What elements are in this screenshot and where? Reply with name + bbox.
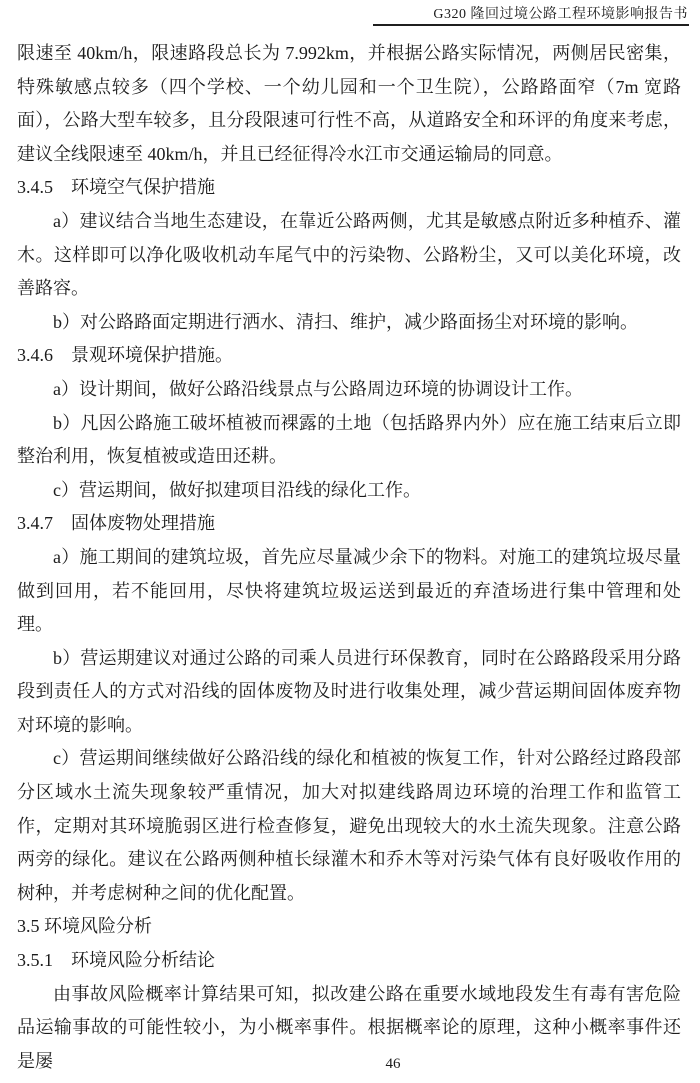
paragraph-3-5-1: 由事故风险概率计算结果可知，拟改建公路在重要水域地段发生有毒有害危险品运输事故的可能性较小，为小概率事件。根据概率论的原理，这种小概率事件还是屡 <box>17 983 681 1071</box>
section-heading-3-4-7: 3.4.7 固体废物处理措施 <box>17 513 215 534</box>
paragraph-3-4-7-c: c）营运期间继续做好公路沿线的绿化和植被的恢复工作，针对公路经过路段部分区域水土流失现象较严重情况，加大对拟建线路周边环境的治理工作和监管工作，定期对其环境脆弱区进行检查修复，避免出现较大的水土流失现象。注意公路两旁的绿化。建议在公路两侧种植长绿灌木和乔木等对污染气体有良好吸收作用的树种，并考虑树种之间的优化配置。 <box>17 748 681 903</box>
paragraph-3-4-7-b: b）营运期建议对通过公路的司乘人员进行环保教育，同时在公路路段采用分路段到责任人的方式对沿线的固体废物及时进行收集处理，减少营运期间固体废弃物对环境的影响。 <box>17 647 681 735</box>
paragraph-3-4-6-c: c）营运期间，做好拟建项目沿线的绿化工作。 <box>53 479 421 500</box>
page-number: 46 <box>385 1056 401 1072</box>
header-rule <box>373 24 689 26</box>
paragraph-3-4-6-b: b）凡因公路施工破坏植被而裸露的土地（包括路界内外）应在施工结束后立即整治利用，恢复植被或造田还耕。 <box>17 412 681 467</box>
paragraph-3-4-5-a: a）建议结合当地生态建设，在靠近公路两侧，尤其是敏感点附近多种植乔、灌木。这样即可以净化吸收机动车尾气中的污染物、公路粉尘，又可以美化环境，改善路容。 <box>17 210 681 299</box>
paragraph-3-4-5-b: b）对公路路面定期进行洒水、清扫、维护，减少路面扬尘对环境的影响。 <box>53 311 638 332</box>
section-heading-3-4-5: 3.4.5 环境空气保护措施 <box>17 177 215 198</box>
section-heading-3-5-1: 3.5.1 环境风险分析结论 <box>17 950 215 971</box>
section-heading-3-4-6: 3.4.6 景观环境保护措施。 <box>17 345 233 366</box>
paragraph-3-4-6-a: a）设计期间，做好公路沿线景点与公路周边环境的协调设计工作。 <box>53 378 583 399</box>
document-body <box>17 37 681 1078</box>
header-title: G320 隆回过境公路工程环境影响报告书 <box>433 7 688 22</box>
paragraph-3-4-7-a: a）施工期间的建筑垃圾，首先应尽量减少余下的物料。对施工的建筑垃圾尽量做到回用，若不能回用，尽快将建筑垃圾运送到最近的弃渣场进行集中管理和处理。 <box>17 546 681 635</box>
paragraph-continuation: 限速至 40km/h，限速路段总长为 7.992km，并根据公路实际情况，两侧居民密集，特殊敏感点较多（四个学校、一个幼儿园和一个卫生院），公路路面窄（7m 宽路面），公路大型车较多，且分段限速可行性不高，从道路安全和环评的角度来考虑，建议全线限速至 40km/h，并且已经征得冷水江市交通运输局的同意。 <box>17 43 681 164</box>
chapter-heading-3-5: 3.5 环境风险分析 <box>17 916 152 937</box>
page-footer <box>86 1056 700 1073</box>
